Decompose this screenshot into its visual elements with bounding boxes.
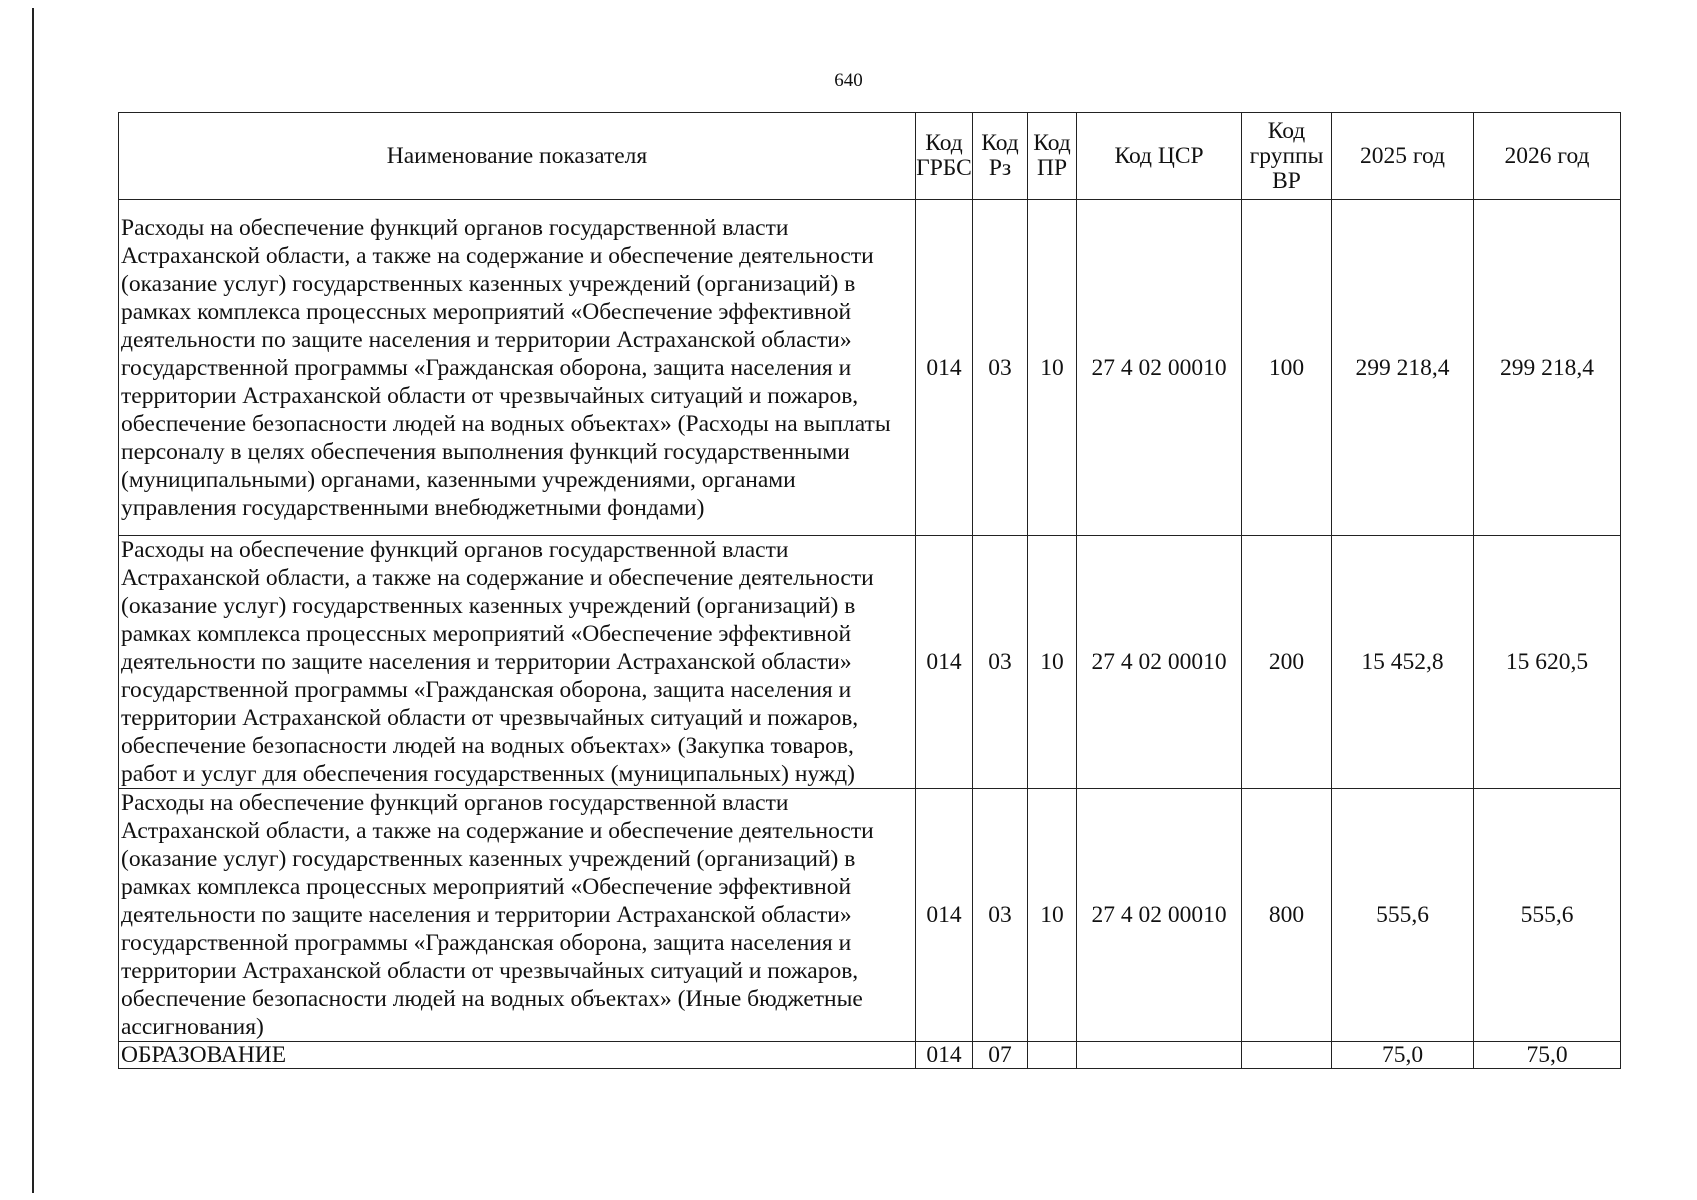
cell-2025: 555,6 bbox=[1332, 789, 1474, 1042]
table-row bbox=[119, 536, 1621, 789]
cell-csr: 27 4 02 00010 bbox=[1077, 789, 1242, 1042]
cell-grbs: 014 bbox=[916, 1042, 973, 1069]
cell-name: ОБРАЗОВАНИЕ bbox=[119, 1042, 916, 1069]
cell-pr bbox=[1028, 1042, 1077, 1069]
cell-rz: 03 bbox=[973, 789, 1028, 1042]
cell-2025: 299 218,4 bbox=[1332, 200, 1474, 536]
cell-rz: 07 bbox=[973, 1042, 1028, 1069]
header-vr: Код группы ВР bbox=[1242, 113, 1332, 200]
header-name: Наименование показателя bbox=[119, 113, 916, 200]
cell-csr: 27 4 02 00010 bbox=[1077, 536, 1242, 789]
cell-grbs: 014 bbox=[916, 789, 973, 1042]
cell-name: Расходы на обеспечение функций органов государственной власти Астраханской области, а также на содержание и обеспечение деятельности (оказание услуг) государственных казенных учреждений (организаций) в рамках комплекса процессных мероприятий «Обеспечение эффективной деятельности по защите населения и территории Астраханской области» государственной программы «Гражданская оборона, защита населения и территории Астраханской области от чрезвычайных ситуаций и пожаров, обеспечение безопасности людей на водных объектах» (Закупка товаров, работ и услуг для обеспечения государственных (муниципальных) нужд) bbox=[119, 536, 916, 789]
cell-pr: 10 bbox=[1028, 200, 1077, 536]
budget-table bbox=[118, 112, 1621, 1069]
cell-2025: 75,0 bbox=[1332, 1042, 1474, 1069]
header-2026: 2026 год bbox=[1474, 113, 1621, 200]
table-row bbox=[119, 789, 1621, 1042]
cell-grbs: 014 bbox=[916, 536, 973, 789]
table-row bbox=[119, 1042, 1621, 1069]
cell-2026: 75,0 bbox=[1474, 1042, 1621, 1069]
header-row bbox=[119, 113, 1621, 200]
cell-rz: 03 bbox=[973, 200, 1028, 536]
page-number: 640 bbox=[834, 70, 863, 91]
table-body bbox=[119, 200, 1621, 1069]
cell-vr bbox=[1242, 1042, 1332, 1069]
cell-pr: 10 bbox=[1028, 536, 1077, 789]
cell-2026: 15 620,5 bbox=[1474, 536, 1621, 789]
cell-vr: 100 bbox=[1242, 200, 1332, 536]
cell-csr: 27 4 02 00010 bbox=[1077, 200, 1242, 536]
cell-rz: 03 bbox=[973, 536, 1028, 789]
scan-margin-rule bbox=[32, 8, 34, 1193]
table-row bbox=[119, 200, 1621, 536]
header-grbs: Код ГРБС bbox=[916, 113, 973, 200]
cell-csr bbox=[1077, 1042, 1242, 1069]
header-pr: Код ПР bbox=[1028, 113, 1077, 200]
cell-pr: 10 bbox=[1028, 789, 1077, 1042]
cell-name: Расходы на обеспечение функций органов государственной власти Астраханской области, а также на содержание и обеспечение деятельности (оказание услуг) государственных казенных учреждений (организаций) в рамках комплекса процессных мероприятий «Обеспечение эффективной деятельности по защите населения и территории Астраханской области» государственной программы «Гражданская оборона, защита населения и территории Астраханской области от чрезвычайных ситуаций и пожаров, обеспечение безопасности людей на водных объектах» (Иные бюджетные ассигнования) bbox=[119, 789, 916, 1042]
cell-name: Расходы на обеспечение функций органов государственной власти Астраханской области, а также на содержание и обеспечение деятельности (оказание услуг) государственных казенных учреждений (организаций) в рамках комплекса процессных мероприятий «Обеспечение эффективной деятельности по защите населения и территории Астраханской области» государственной программы «Гражданская оборона, защита населения и территории Астраханской области от чрезвычайных ситуаций и пожаров, обеспечение безопасности людей на водных объектах» (Расходы на выплаты персоналу в целях обеспечения выполнения функций государственными (муниципальными) органами, казенными учреждениями, органами управления государственными внебюджетными фондами) bbox=[119, 200, 916, 536]
table-header bbox=[119, 113, 1621, 200]
cell-2026: 299 218,4 bbox=[1474, 200, 1621, 536]
cell-2025: 15 452,8 bbox=[1332, 536, 1474, 789]
header-csr: Код ЦСР bbox=[1077, 113, 1242, 200]
cell-2026: 555,6 bbox=[1474, 789, 1621, 1042]
cell-vr: 800 bbox=[1242, 789, 1332, 1042]
header-rz: Код Рз bbox=[973, 113, 1028, 200]
cell-grbs: 014 bbox=[916, 200, 973, 536]
header-2025: 2025 год bbox=[1332, 113, 1474, 200]
cell-vr: 200 bbox=[1242, 536, 1332, 789]
